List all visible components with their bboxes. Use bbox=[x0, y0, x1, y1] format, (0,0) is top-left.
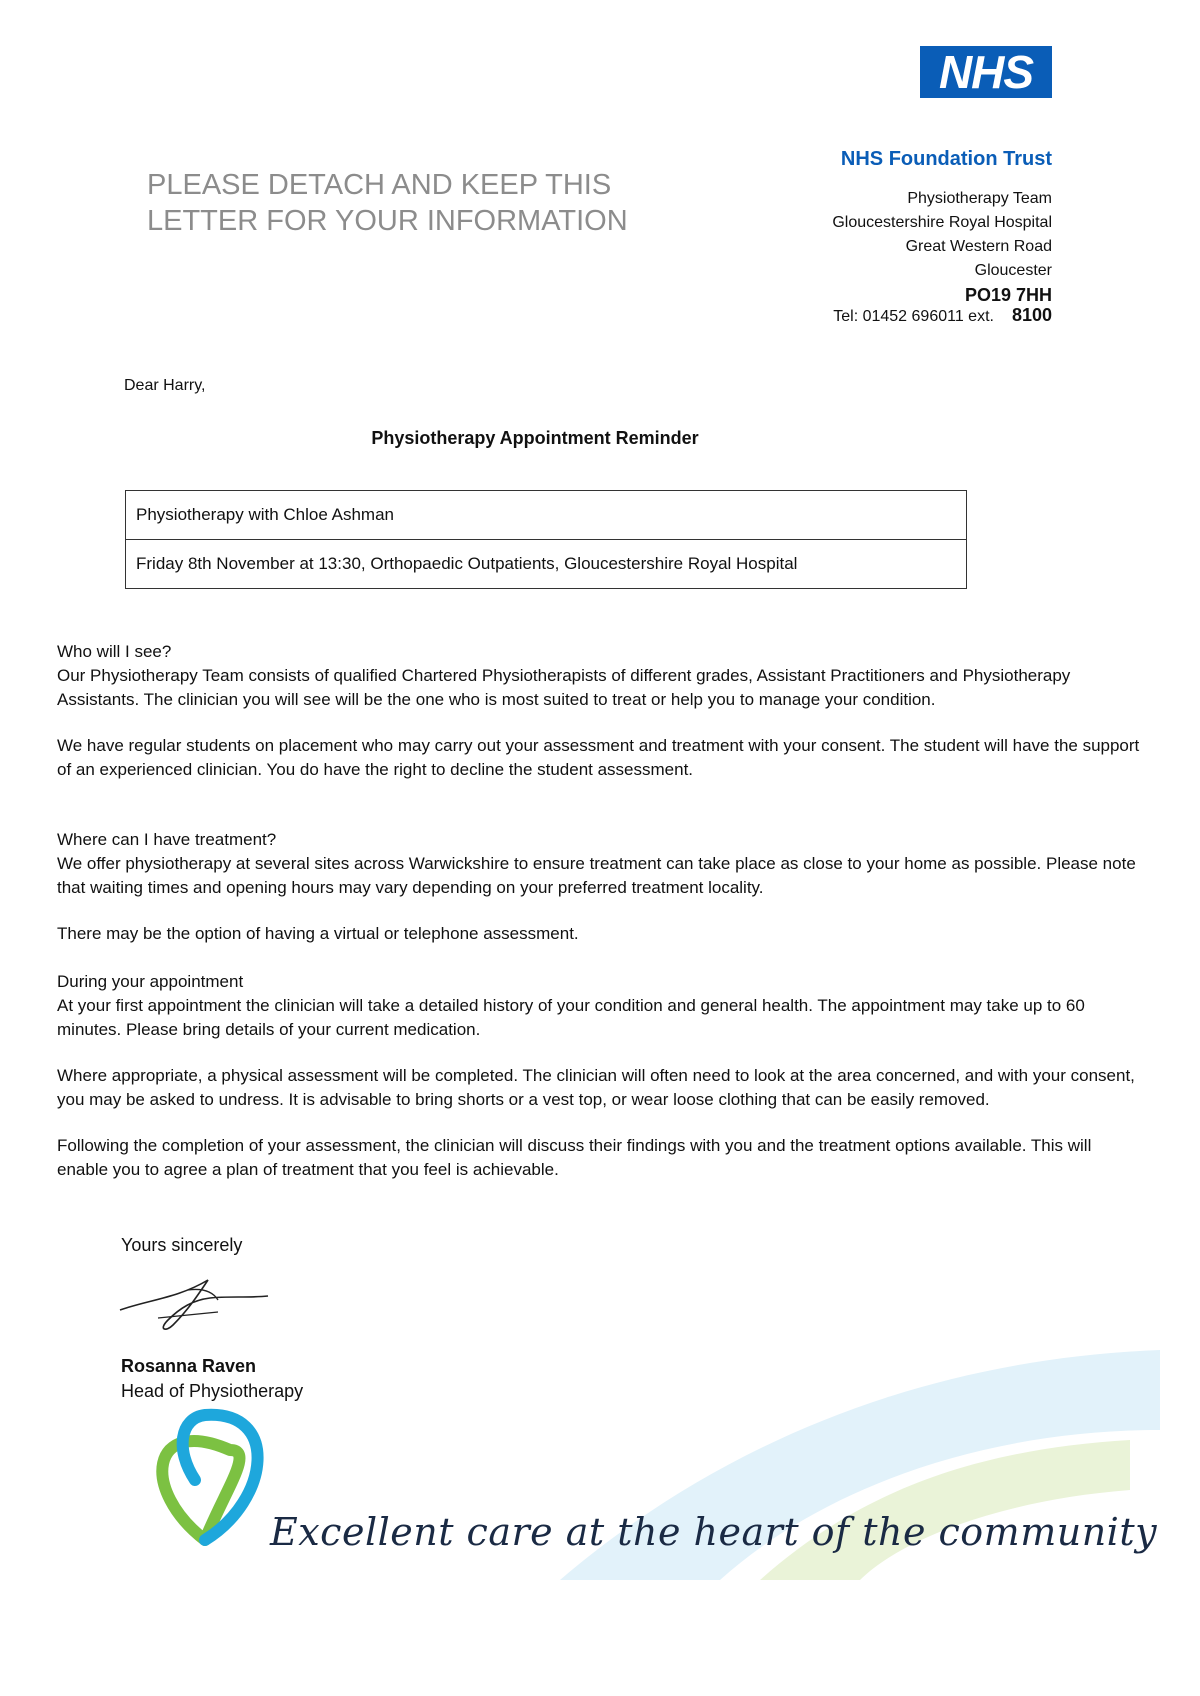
address-line: Gloucester bbox=[974, 262, 1052, 279]
section-paragraph: Our Physiotherapy Team consists of qualified Chartered Physiotherapists of different grades, Assistant Practitioners and Physiotherapy Assistants. The clinician you will see will be the one who is most suited to treat or help you to manage your condition. bbox=[57, 666, 1071, 709]
section-heading: During your appointment bbox=[57, 972, 244, 991]
section-paragraph: We have regular students on placement who may carry out your assessment and treatment with your consent. The student will have the support of an experienced clinician. You do have the right to decline the student assessment. bbox=[57, 736, 1140, 779]
postcode: PO19 7HH bbox=[964, 285, 1052, 305]
signer-role: Head of Physiotherapy bbox=[121, 1381, 304, 1401]
greeting: Dear Harry, bbox=[124, 377, 206, 394]
telephone-label: Tel: 01452 696011 ext. bbox=[833, 308, 994, 325]
section-heading: Who will I see? bbox=[57, 642, 172, 661]
sign-off: Yours sincerely bbox=[121, 1235, 243, 1255]
signature bbox=[118, 1270, 278, 1340]
section-during-appointment bbox=[57, 970, 1147, 1182]
section-paragraph: Where appropriate, a physical assessment will be completed. The clinician will often need to look at the area concerned, and with your consent, you may be asked to undress. It is advisable to bring shorts or a vest top, or wear loose clothing that can be easily removed. bbox=[57, 1066, 1135, 1109]
detach-notice: PLEASE DETACH AND KEEP THIS LETTER FOR YOUR INFORMATION bbox=[147, 169, 628, 237]
section-who-will-i-see bbox=[57, 640, 1147, 782]
section-paragraph: We offer physiotherapy at several sites across Warwickshire to ensure treatment can take place as close to your home as possible. Please note that waiting times and opening hours may vary depending on your preferred treatment locality. bbox=[57, 854, 1136, 897]
signer-name: Rosanna Raven bbox=[121, 1356, 257, 1376]
telephone-line bbox=[833, 305, 1052, 326]
footer-swoosh bbox=[0, 1340, 1200, 1600]
trust-name: NHS Foundation Trust bbox=[840, 148, 1052, 170]
address-block bbox=[832, 187, 1052, 307]
telephone-extension: 8100 bbox=[1011, 305, 1052, 325]
letter-title: Physiotherapy Appointment Reminder bbox=[371, 428, 699, 448]
address-line: Physiotherapy Team bbox=[907, 190, 1052, 207]
appointment-clinician: Physiotherapy with Chloe Ashman bbox=[136, 505, 394, 524]
section-paragraph: There may be the option of having a virtual or telephone assessment. bbox=[57, 924, 579, 943]
section-paragraph: At your first appointment the clinician will take a detailed history of your condition and general health. The appointment may take up to 60 minutes. Please bring details of your current medication. bbox=[57, 996, 1085, 1039]
nhs-logo: NHS bbox=[920, 46, 1052, 98]
appointment-details: Friday 8th November at 13:30, Orthopaedic Outpatients, Gloucestershire Royal Hospital bbox=[126, 539, 966, 588]
section-where-treatment bbox=[57, 828, 1147, 946]
footer-tagline: Excellent care at the heart of the community bbox=[270, 1510, 1158, 1554]
heart-logo-icon bbox=[162, 1415, 257, 1540]
section-paragraph: Following the completion of your assessment, the clinician will discuss their findings with you and the treatment options available. This will enable you to agree a plan of treatment that you feel is achievable. bbox=[57, 1136, 1092, 1179]
section-heading: Where can I have treatment? bbox=[57, 830, 277, 849]
address-line: Gloucestershire Royal Hospital bbox=[832, 214, 1052, 231]
appointment-box bbox=[125, 490, 967, 589]
address-line: Great Western Road bbox=[905, 238, 1052, 255]
